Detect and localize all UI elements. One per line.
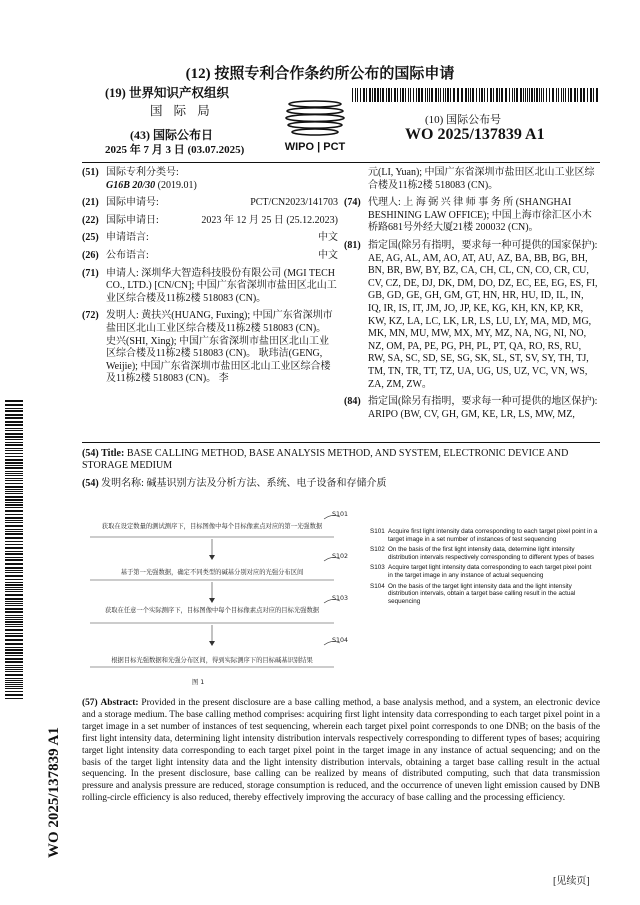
barcode-bar — [429, 88, 430, 102]
barcode-bar — [465, 88, 467, 102]
barcode-bar — [5, 529, 23, 530]
barcode-bar — [5, 684, 23, 685]
barcode-bar — [5, 635, 23, 637]
barcode-bar — [445, 88, 446, 102]
barcode-bar — [5, 563, 23, 565]
barcode-bar — [556, 88, 557, 102]
barcode-bar — [5, 400, 23, 402]
barcode-bar — [5, 674, 23, 676]
barcode-bar — [5, 557, 23, 558]
org-sub: 国 际 局 — [150, 104, 214, 118]
barcode-bar — [457, 88, 459, 102]
legend-item: S102 On the basis of the first light intensity data, determine light intensity distribution intervals respectively corresponding to different types of bases — [370, 546, 595, 561]
barcode-bar — [421, 88, 423, 102]
barcode-bar — [355, 88, 356, 102]
barcode-bar — [5, 473, 23, 474]
barcode-bar — [5, 504, 23, 506]
field-21: (21) 国际申请号: PCT/CN2023/141703 — [82, 197, 338, 209]
barcode-bar — [377, 88, 379, 102]
barcode-bar — [516, 88, 518, 102]
barcode-bar — [400, 88, 401, 102]
barcode-bar — [577, 88, 578, 102]
barcode-bar — [366, 88, 367, 102]
barcode-bar — [5, 430, 23, 431]
barcode-bar — [574, 88, 576, 102]
barcode-bar — [380, 88, 381, 102]
barcode-bar — [5, 688, 23, 689]
barcode-bar — [5, 522, 23, 523]
barcode-bar — [453, 88, 455, 102]
field-71-applicant: (71) 申请人: 深圳华大智造科技股份有限公司 (MGI TECH CO., LTD.) [CN/CN]; 中国广东省深圳市盐田区北山工业区综合楼及11栋2楼 518083 (CN)。 — [82, 267, 337, 304]
barcode-bar — [402, 88, 404, 102]
step-id-s104: S104 — [332, 637, 349, 644]
barcode-bar — [443, 88, 444, 102]
barcode-bar — [425, 88, 426, 102]
barcode-bar — [499, 88, 500, 102]
field-72-inventors: (72) 发明人: 黄扶兴(HUANG, Fuxing); 中国广东省深圳市盐田区北山工业区综合楼及11栋2楼 518083 (CN)。 史兴(SHI, Xing); 中国广东省深圳市盐田区北山工业区综合楼及11栋2楼 518083 (CN)。 耿玮洁(GENG, Weijie); 中国广东省深圳市盐田区北山工业区综合楼及11栋2楼 518083 (CN)。 李 — [82, 310, 333, 385]
barcode-bar — [408, 88, 409, 102]
barcode-bar — [5, 533, 23, 535]
barcode-bar — [470, 88, 471, 102]
barcode-bar — [5, 507, 23, 508]
barcode-bar — [531, 88, 533, 102]
barcode-bar — [374, 88, 376, 102]
barcode-bar — [5, 678, 23, 679]
abstract: (57) Abstract: Provided in the present disclosure are a base calling method, a base analysis method, and a system, an electronic device and a storage medium. The base calling method comprises: acquiring first light intensity data corresponding to each target pixel point in a target image in a set number of instances of test sequencing, wherein each target pixel point corresponds to one DNB; on the basis of the first light intensity data, determining light intensity distribution intervals respectively corresponding to different types of bases; acquiring target light intensity data corresponding to each target pixel point in the target image in any instance of actual sequencing; and on the basis of the target light intensity data and the light intensity distribution intervals, obtaining a target base calling result in the actual sequencing. In the present disclosure, base calling can be realized by means of distributed computing, such that data transmission pressure and analysis pressure are reduced, storage consumption is reduced, and the occurrence of uneven light emission caused by DNB rolling-circle efficiency is also reduced, thereby effectively improving the accuracy of base calling and the processing efficiency. — [82, 698, 601, 804]
barcode-bar — [427, 88, 428, 102]
barcode-bar — [5, 448, 23, 449]
barcode-bar — [5, 587, 23, 588]
barcode-bar — [5, 514, 23, 515]
barcode-bar — [490, 88, 492, 102]
barcode-bar — [5, 615, 23, 616]
barcode-bar — [5, 510, 23, 512]
barcode-bar — [479, 88, 480, 102]
barcode-bar — [541, 88, 542, 102]
step-text-s101: 获取在设定数量的测试测序下，目标图像中每个目标像素点对应的第一光强数据 — [101, 523, 323, 530]
barcode-bar — [5, 551, 23, 552]
barcode-bar — [5, 541, 23, 542]
barcode-bar — [397, 88, 398, 102]
barcode-bar — [394, 88, 396, 102]
barcode-bar — [505, 88, 507, 102]
top-barcode — [352, 88, 598, 102]
biblio-divider — [82, 442, 600, 443]
wipo-logo-text: WIPO | PCT — [284, 141, 346, 153]
barcode-bar — [5, 572, 23, 573]
barcode-bar — [5, 691, 23, 692]
barcode-bar — [416, 88, 417, 102]
field-51: (51) 国际专利分类号: G16B 20/30 (2019.01) — [82, 167, 197, 191]
legend-item: S104 On the basis of the target light intensity data and the light intensity distribution intervals, obtain a target base calling result in the actual sequencing — [370, 582, 576, 605]
barcode-bar — [5, 480, 23, 481]
barcode-bar — [5, 489, 23, 490]
barcode-bar — [391, 88, 392, 102]
barcode-bar — [558, 88, 559, 102]
barcode-bar — [523, 88, 524, 102]
barcode-bar — [493, 88, 494, 102]
barcode-bar — [386, 88, 387, 102]
barcode-bar — [450, 88, 451, 102]
barcode-bar — [529, 88, 530, 102]
barcode-bar — [369, 88, 371, 102]
barcode-bar — [5, 421, 23, 423]
barcode-bar — [440, 88, 441, 102]
barcode-bar — [5, 475, 23, 476]
barcode-bar — [5, 467, 23, 469]
barcode-bar — [5, 629, 23, 631]
barcode-bar — [552, 88, 554, 102]
barcode-bar — [5, 608, 23, 610]
barcode-bar — [5, 658, 23, 660]
barcode-bar — [5, 544, 23, 545]
barcode-bar — [461, 88, 463, 102]
barcode-bar — [5, 611, 23, 613]
barcode-bar — [472, 88, 474, 102]
step-id-s103: S103 — [332, 595, 349, 602]
barcode-bar — [5, 471, 23, 472]
barcode-bar — [5, 462, 23, 464]
barcode-bar — [5, 483, 23, 484]
step-id-s102: S102 — [332, 553, 349, 560]
barcode-bar — [5, 459, 23, 461]
barcode-bar — [5, 582, 23, 583]
barcode-bar — [561, 88, 562, 102]
barcode-bar — [525, 88, 526, 102]
barcode-bar — [5, 621, 23, 623]
barcode-bar — [5, 444, 23, 446]
barcode-bar — [539, 88, 540, 102]
barcode-bar — [5, 404, 23, 406]
field-72-continued: 元(LI, Yuan); 中国广东省深圳市盐田区北山工业区综合楼及11栋2楼 518083 (CN)。 — [368, 167, 595, 191]
field-81-designated-states: (81) 指定国(除另有指明，要求每一种可提供的国家保护): AE, AG, AL, AM, AO, AT, AU, AZ, BA, BB, BG, BH, BN, BR, BW, BY, BZ, CA, CH, CL, CN, CO, CR, CU, CV, CZ, DE, DJ, DK, DM, DO, DZ, EC, EE, EG, ES, FI, GB, GD, GE, GH, GM, GT, HN, HR, HU, ID, IL, IN, IQ, IR, IS, IT, JM, JO, JP, KE, KG, KH, KN, KP, KR, KW, KZ, LA, LC, LK, LR, LS, LU, LY, MA, MD, MG, MK, MN, MU, MW, MX, MY, MZ, NA, NG, NI, NO, NZ, OM, PA, PE, PG, PH, PL, PT, QA, RO, RS, RU, RW, SA, SC, SD, SE, SG, SK, SL, ST, SV, SY, TH, TJ, TM, TN, TR, TT, TZ, UA, UG, US, UZ, VC, VN, WS, ZA, ZM, ZW。 — [344, 239, 598, 390]
barcode-bar — [372, 88, 373, 102]
barcode-bar — [520, 88, 522, 102]
legend-item: S103 Acquire target light intensity data corresponding to each target pixel point in the target image in any instance of actual sequencing — [370, 564, 592, 579]
barcode-bar — [5, 589, 23, 590]
side-pub-number: WO 2025/137839 A1 — [46, 727, 62, 858]
barcode-bar — [587, 88, 588, 102]
barcode-bar — [487, 88, 488, 102]
barcode-bar — [5, 478, 23, 479]
field-84-regional: (84) 指定国(除另有指明，要求每一种可提供的地区保护): ARIPO (BW, CV, GH, GM, KE, LR, LS, MW, MZ, — [344, 396, 598, 420]
barcode-bar — [5, 594, 23, 596]
barcode-bar — [5, 408, 23, 409]
barcode-bar — [5, 553, 23, 555]
biblio-left-column — [82, 167, 338, 391]
barcode-bar — [5, 665, 23, 666]
barcode-bar — [447, 88, 449, 102]
barcode-bar — [5, 626, 23, 627]
barcode-bar — [5, 520, 23, 521]
field-74-agent: (74) 代理人: 上 海 弼 兴 律 师 事 务 所 (SHANGHAI BESHINING LAW OFFICE); 中国上海市徐汇区小木桥路681号外经大厦21楼 200032 (CN)。 — [344, 197, 592, 234]
barcode-bar — [5, 450, 23, 451]
barcode-bar — [5, 694, 23, 696]
barcode-bar — [5, 652, 23, 654]
barcode-bar — [5, 686, 23, 687]
barcode-bar — [5, 424, 23, 426]
barcode-bar — [5, 456, 23, 457]
step-text-s103: 获取在任意一个实际测序下，目标图像中每个目标像素点对应的目标光强数据 — [104, 607, 320, 614]
document-title: (12) 按照专利合作条约所公布的国际申请 — [185, 66, 455, 82]
barcode-bar — [568, 88, 569, 102]
barcode-bar — [5, 525, 23, 527]
barcode-bar — [5, 570, 23, 571]
barcode-bar — [583, 88, 585, 102]
barcode-bar — [5, 624, 23, 625]
barcode-bar — [484, 88, 485, 102]
barcode-bar — [363, 88, 365, 102]
barcode-bar — [5, 531, 23, 532]
barcode-bar — [563, 88, 564, 102]
barcode-bar — [382, 88, 384, 102]
barcode-bar — [410, 88, 411, 102]
barcode-bar — [5, 591, 23, 592]
barcode-bar — [590, 88, 592, 102]
barcode-bar — [543, 88, 544, 102]
barcode-bar — [570, 88, 572, 102]
barcode-bar — [5, 584, 23, 586]
barcode-bar — [5, 499, 23, 501]
barcode-bar — [509, 88, 510, 102]
barcode-bar — [5, 559, 23, 561]
barcode-bar — [5, 439, 23, 440]
field-26: (26) 公布语言: 中文 — [82, 249, 338, 261]
barcode-bar — [5, 649, 23, 651]
barcode-bar — [5, 436, 23, 438]
step-text-s102: 基于第一光强数据，确定不同类型的碱基分别对应的光强分布区间 — [120, 569, 304, 576]
barcode-bar — [527, 88, 528, 102]
barcode-bar — [501, 88, 503, 102]
barcode-bar — [418, 88, 420, 102]
barcode-bar — [352, 88, 353, 102]
barcode-bar — [5, 410, 23, 412]
barcode-bar — [534, 88, 535, 102]
barcode-bar — [431, 88, 433, 102]
barcode-bar — [596, 88, 598, 102]
barcode-bar — [5, 603, 23, 604]
barcode-bar — [5, 465, 23, 466]
barcode-bar — [496, 88, 498, 102]
barcode-bar — [468, 88, 469, 102]
barcode-bar — [5, 605, 23, 606]
barcode-bar — [5, 639, 23, 641]
barcode-bar — [5, 575, 23, 577]
wipo-logo — [263, 94, 368, 156]
header-divider — [82, 162, 600, 163]
barcode-bar — [5, 453, 23, 454]
barcode-bar — [5, 567, 23, 569]
barcode-bar — [514, 88, 515, 102]
barcode-bar — [5, 493, 23, 494]
barcode-bar — [5, 517, 23, 519]
barcode-bar — [5, 579, 23, 580]
barcode-bar — [546, 88, 547, 102]
continued-marker: [见续页] — [553, 876, 590, 887]
barcode-bar — [5, 601, 23, 602]
barcode-bar — [405, 88, 406, 102]
barcode-bar — [5, 682, 23, 683]
barcode-bar — [536, 88, 538, 102]
step-id-s101: S101 — [332, 511, 349, 518]
barcode-bar — [5, 414, 23, 416]
barcode-bar — [481, 88, 483, 102]
barcode-bar — [5, 669, 23, 670]
barcode-bar — [388, 88, 390, 102]
barcode-bar — [565, 88, 566, 102]
barcode-bar — [360, 88, 361, 102]
pub-date: 2025 年 7 月 3 日 (03.07.2025) — [105, 144, 245, 156]
pub-date-label: (43) 国际公布日 — [130, 128, 214, 142]
barcode-bar — [5, 643, 23, 645]
barcode-bar — [593, 88, 594, 102]
barcode-bar — [5, 680, 23, 681]
barcode-bar — [5, 428, 23, 429]
barcode-bar — [5, 667, 23, 668]
barcode-bar — [5, 647, 23, 648]
barcode-bar — [580, 88, 582, 102]
barcode-bar — [413, 88, 414, 102]
barcode-bar — [5, 417, 23, 419]
barcode-bar — [435, 88, 437, 102]
barcode-bar — [5, 633, 23, 634]
barcode-bar — [357, 88, 358, 102]
barcode-bar — [438, 88, 439, 102]
barcode-bar — [5, 661, 23, 663]
barcode-bar — [5, 698, 23, 699]
barcode-bar — [5, 598, 23, 600]
barcode-bar — [5, 502, 23, 503]
step-text-s104: 根据目标光强数据和光强分布区间，得到实际测序下的目标碱基识别结果 — [111, 657, 313, 664]
barcode-bar — [5, 496, 23, 498]
barcode-bar — [5, 486, 23, 488]
biblio-right-column — [344, 167, 598, 426]
barcode-bar — [512, 88, 513, 102]
barcode-bar — [5, 537, 23, 539]
side-barcode — [5, 400, 23, 700]
pub-no-label: (10) 国际公布号 — [425, 114, 502, 126]
barcode-bar — [5, 617, 23, 618]
legend-item: S101 Acquire first light intensity data corresponding to each target pixel point in a target image in a set number of instances of test sequencing — [370, 528, 598, 543]
drawing-legend — [370, 528, 598, 608]
barcode-bar — [5, 433, 23, 435]
barcode-bar — [549, 88, 550, 102]
barcode-bar — [5, 671, 23, 672]
org-name: (19) 世界知识产权组织 — [105, 86, 229, 100]
field-22: (22) 国际申请日: 2023 年 12 月 25 日 (25.12.2023) — [82, 214, 338, 226]
barcode-bar — [5, 442, 23, 443]
barcode-bar — [476, 88, 477, 102]
figure-label: 图 1 — [192, 679, 205, 686]
invention-title: (54) Title: BASE CALLING METHOD, BASE ANALYSIS METHOD, AND SYSTEM, ELECTRONIC DEVICE AND STORAGE MEDIUM (54) 发明名称: 碱基识别方法及分析方法、系统、电子设备和存储介质 — [82, 448, 569, 489]
barcode-bar — [5, 547, 23, 549]
field-25: (25) 申请语言: 中文 — [82, 232, 338, 244]
barcode-bar — [5, 655, 23, 656]
barcode-bar — [5, 619, 23, 620]
pub-number: WO 2025/137839 A1 — [405, 126, 545, 143]
barcode-bar — [5, 491, 23, 492]
